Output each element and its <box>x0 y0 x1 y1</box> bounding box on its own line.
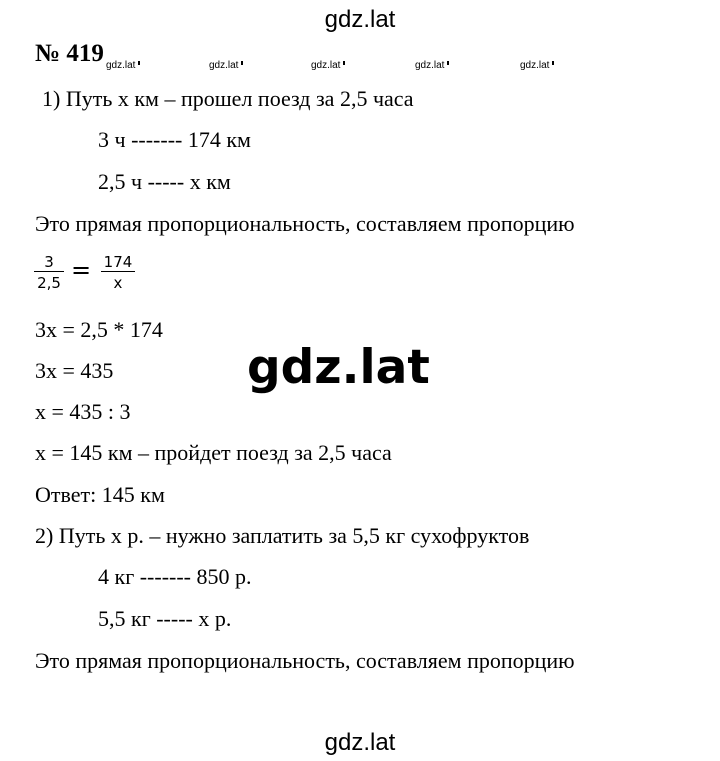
equals-sign: = <box>71 256 92 284</box>
text-line: 2) Путь х р. – нужно заплатить за 5,5 кг сухофруктов <box>35 523 530 548</box>
watermark-small: gdz.lat <box>209 60 243 71</box>
exercise-number: № 419 <box>35 40 104 67</box>
text-line: 3 ч ------- 174 км <box>98 127 251 152</box>
text-line: Ответ: 145 км <box>35 482 165 507</box>
text-line: х = 145 км – пройдет поезд за 2,5 часа <box>35 440 392 465</box>
text-line: 5,5 кг ----- х р. <box>98 606 232 631</box>
watermark-bottom: gdz.lat <box>324 729 396 756</box>
fraction-numerator: 3 <box>44 253 54 271</box>
fraction-denominator: 2,5 <box>34 271 64 292</box>
fraction-right <box>101 253 135 292</box>
watermark-center: gdz.lat <box>247 340 430 395</box>
text-line: 4 кг ------- 850 р. <box>98 564 252 589</box>
text-line: 3х = 2,5 * 174 <box>35 317 163 342</box>
fraction-numerator: 174 <box>103 253 133 271</box>
fraction-left <box>34 253 64 292</box>
text-line: 3х = 435 <box>35 358 114 383</box>
text-line: 2,5 ч ----- х км <box>98 169 231 194</box>
text-line: 1) Путь х км – прошел поезд за 2,5 часа <box>42 86 414 111</box>
text-line: Это прямая пропорциональность, составляем пропорцию <box>35 211 575 236</box>
watermark-small: gdz.lat <box>415 60 449 71</box>
watermark-small: gdz.lat <box>311 60 345 71</box>
fraction-denominator: x <box>101 271 135 292</box>
watermark-top: gdz.lat <box>324 6 396 33</box>
text-line: Это прямая пропорциональность, составляем пропорцию <box>35 648 575 673</box>
watermark-small: gdz.lat <box>520 60 554 71</box>
text-line: х = 435 : 3 <box>35 399 131 424</box>
watermark-small: gdz.lat <box>106 60 140 71</box>
